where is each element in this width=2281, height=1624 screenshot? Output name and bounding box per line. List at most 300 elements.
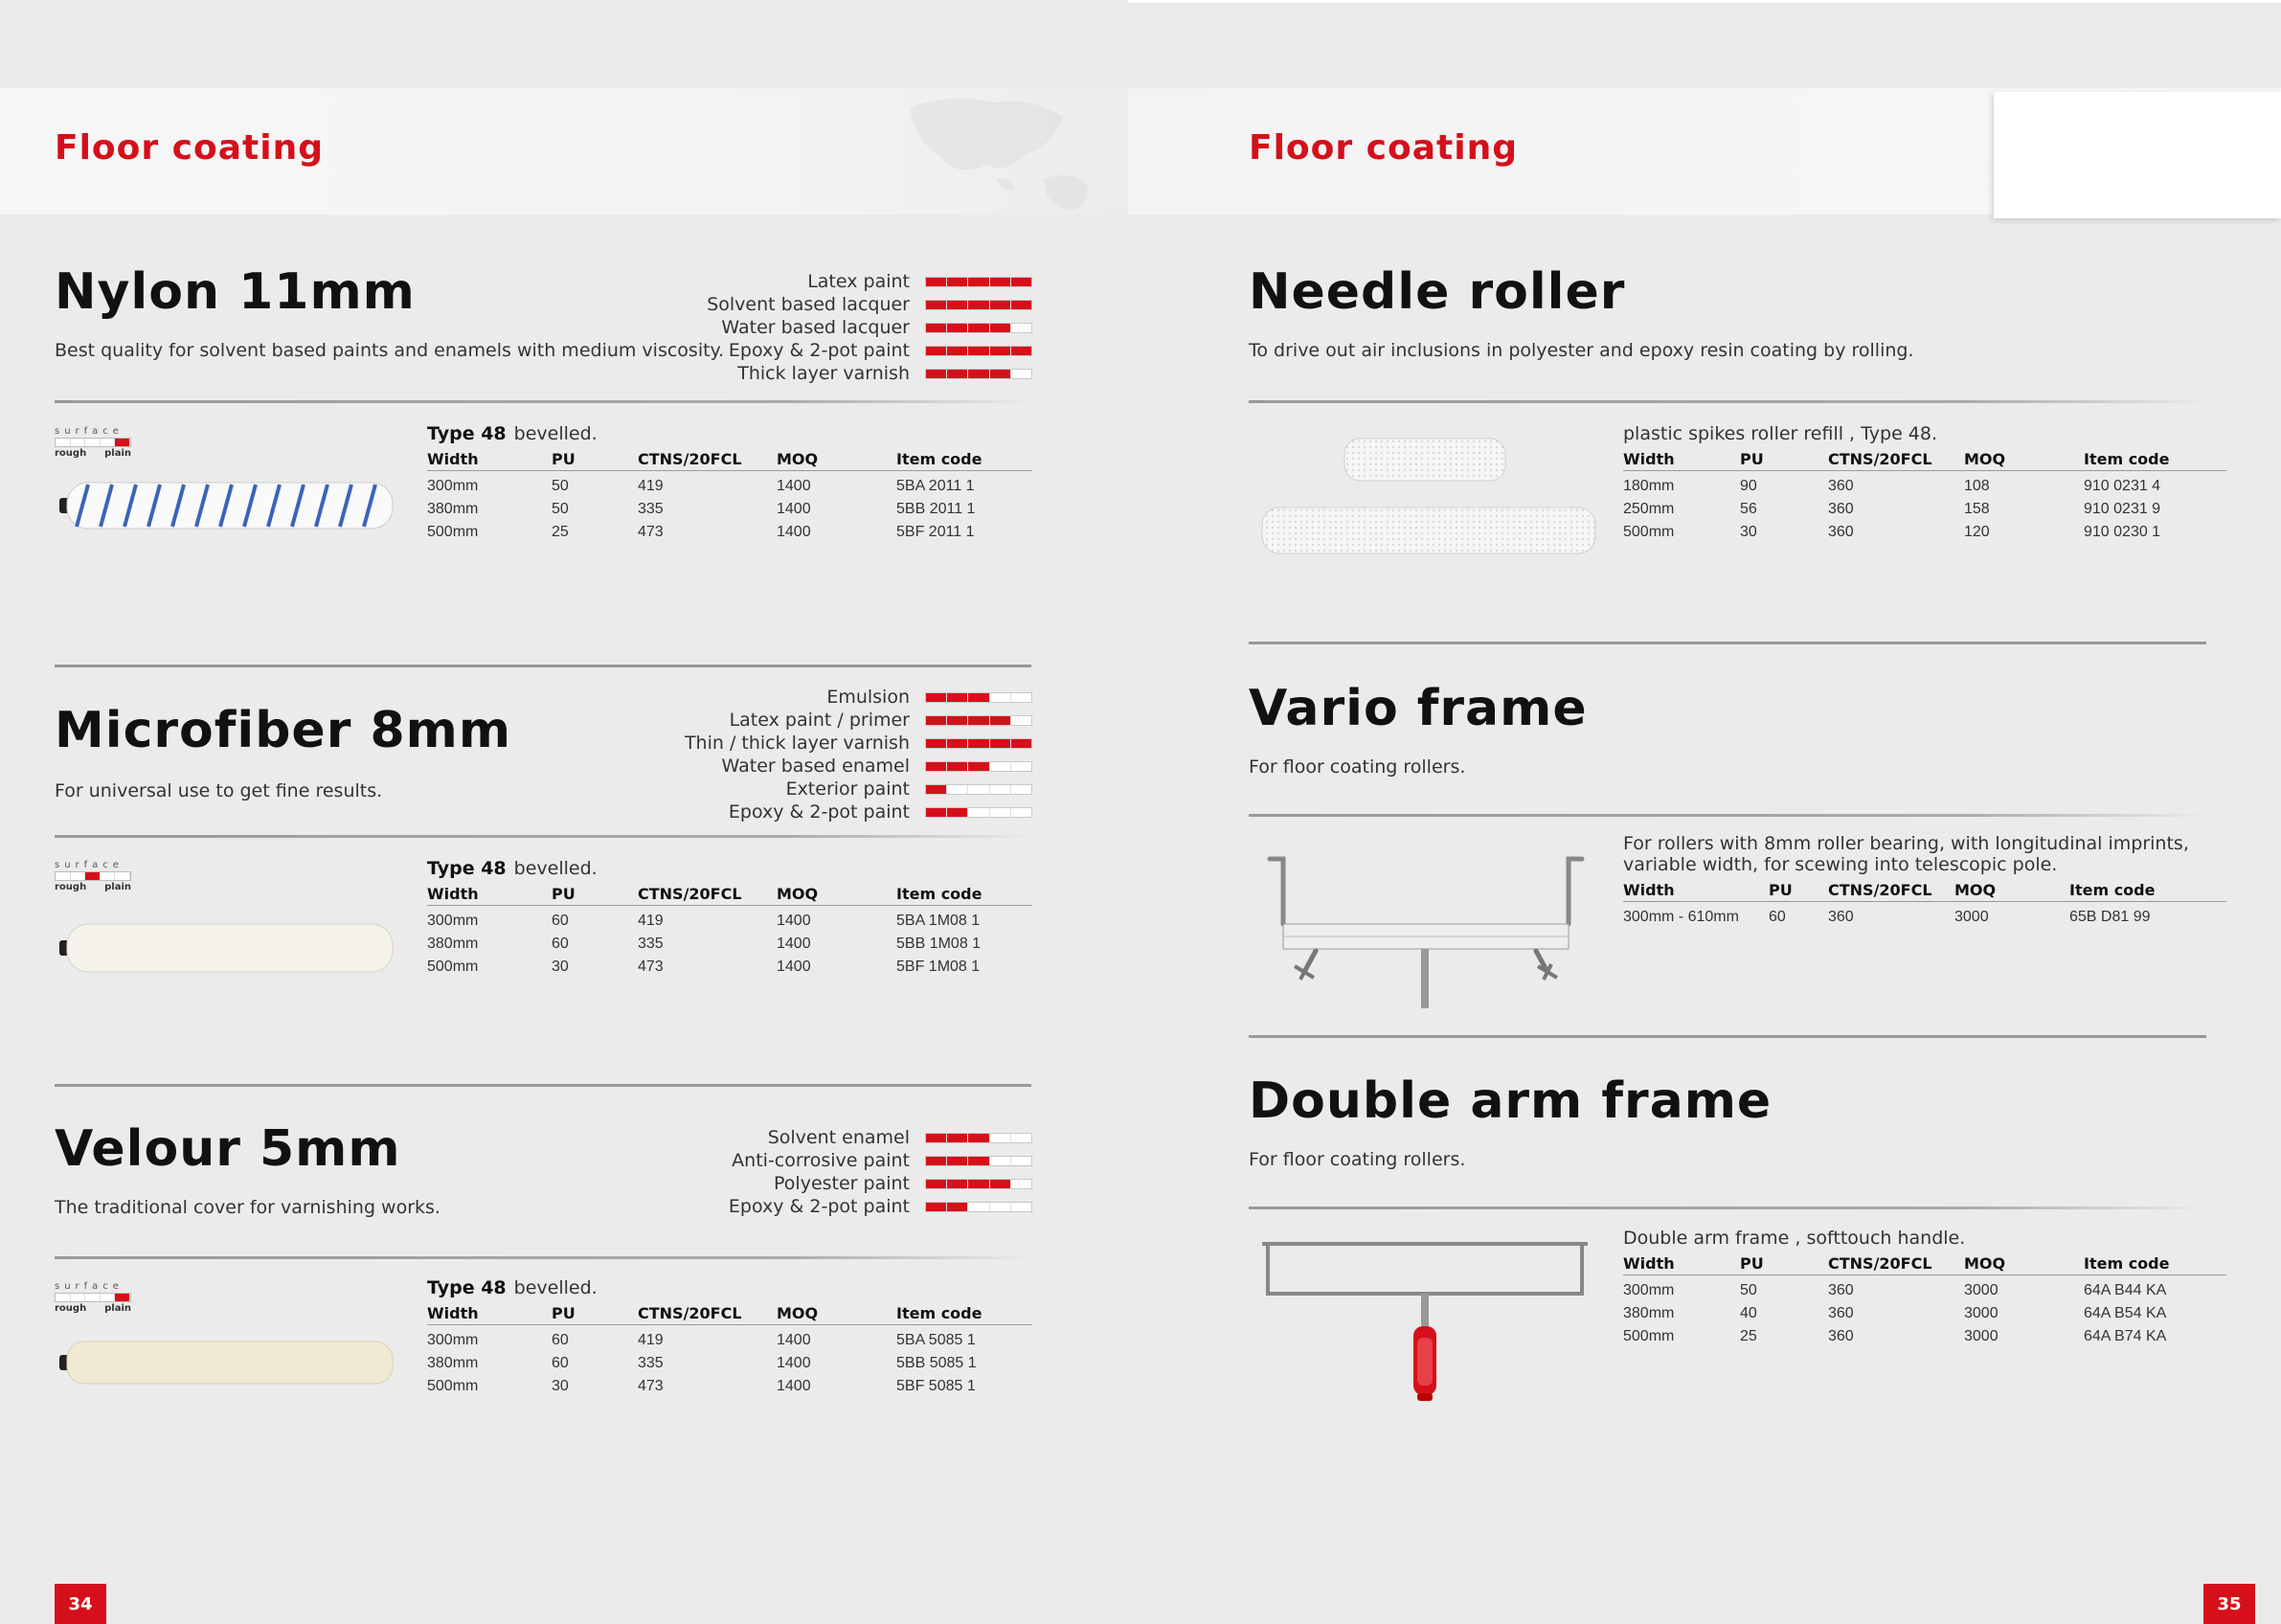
rating-segment (947, 1134, 968, 1142)
rating-segment (947, 347, 968, 355)
table-cell: 300mm - 610mm (1623, 909, 1739, 925)
rating-bar (925, 692, 1032, 703)
table-cell: 360 (1828, 501, 1854, 517)
rating-bar (925, 1133, 1032, 1143)
surface-indicator (55, 426, 131, 459)
rating-row (534, 316, 1032, 339)
table-row (1623, 521, 2226, 544)
rating-bar (925, 369, 1032, 379)
column-header: Item code (896, 450, 982, 468)
table-row (427, 475, 1032, 498)
type-note: bevelled. (513, 858, 598, 879)
top-strip (0, 0, 1128, 88)
product-title: Needle roller (1249, 263, 1626, 321)
top-strip (1128, 0, 2281, 88)
table-cell: 25 (552, 524, 569, 540)
table-cell: 5BA 1M08 1 (896, 913, 981, 929)
table-cell: 1400 (777, 1332, 811, 1348)
type-note: bevelled. (513, 1277, 598, 1298)
column-header: Width (1623, 1254, 1675, 1273)
white-tab (1994, 92, 2281, 218)
table-cell: 64A B44 KA (2084, 1282, 2167, 1298)
rating-label: Exterior paint (785, 778, 910, 800)
surface-segment (115, 872, 130, 880)
table-row (427, 956, 1032, 979)
product-table (1623, 833, 2226, 929)
product-description: For universal use to get fine results. (55, 780, 383, 801)
world-map-decoration (891, 88, 1101, 214)
table-cell: 90 (1740, 478, 1757, 494)
column-header: Item code (2069, 881, 2156, 899)
rating-segment (947, 278, 968, 286)
rating-segment (1011, 324, 1031, 332)
table-cell: 25 (1740, 1328, 1757, 1344)
table-header (1623, 1254, 2226, 1275)
divider (1249, 400, 2206, 403)
column-header: Item code (2084, 450, 2170, 468)
column-header: MOQ (777, 1304, 819, 1322)
suitability-ratings (534, 686, 1032, 823)
rating-segment (968, 808, 989, 817)
rating-row (534, 293, 1032, 316)
rating-segment (926, 278, 947, 286)
table-cell: 1400 (777, 913, 811, 929)
rating-bar (925, 323, 1032, 333)
rating-segment (990, 739, 1011, 748)
table-cell: 5BA 5085 1 (896, 1332, 976, 1348)
table-cell: 360 (1828, 1305, 1854, 1321)
column-header: PU (1740, 1254, 1764, 1273)
surface-ends (55, 1303, 131, 1314)
table-cell: 250mm (1623, 501, 1675, 517)
column-header: PU (1769, 881, 1793, 899)
rating-bar (925, 761, 1032, 772)
product-table (1623, 423, 2226, 544)
table-cell: 3000 (1964, 1282, 1999, 1298)
column-header: CTNS/20FCL (1828, 881, 1932, 899)
surface-segment (71, 439, 86, 446)
rating-bar (925, 715, 1032, 726)
column-header: PU (1740, 450, 1764, 468)
table-cell: 30 (552, 959, 569, 975)
table-cell: 910 0230 1 (2084, 524, 2161, 540)
table-caption: Double arm frame , softtouch handle. (1623, 1228, 1966, 1249)
table-cell: 419 (638, 913, 664, 929)
surface-segment (115, 1294, 130, 1301)
table-header (1623, 450, 2226, 471)
type-note: bevelled. (513, 423, 598, 444)
type-label: Type 48 (427, 858, 507, 879)
table-caption (427, 423, 1032, 444)
rating-row (534, 362, 1032, 385)
table-cell: 50 (1740, 1282, 1757, 1298)
table-cell: 360 (1828, 524, 1854, 540)
rating-segment (926, 716, 947, 725)
product-description: Best quality for solvent based paints and enamels with medium viscosity. (55, 340, 725, 361)
rating-segment (990, 785, 1011, 794)
rating-bar (925, 1179, 1032, 1189)
table-caption (427, 1277, 1032, 1298)
column-header: Item code (2084, 1254, 2170, 1273)
surface-bar (55, 871, 131, 881)
page-number: 34 (55, 1584, 106, 1624)
rating-segment (990, 1203, 1011, 1211)
table-cell: 65B D81 99 (2069, 909, 2151, 925)
table-row (1623, 1279, 2226, 1302)
rating-segment (968, 278, 989, 286)
rating-segment (990, 347, 1011, 355)
rating-segment (990, 693, 1011, 702)
table-cell: 380mm (1623, 1305, 1675, 1321)
rating-row (534, 1172, 1032, 1195)
divider (55, 1084, 1031, 1087)
rating-segment (968, 347, 989, 355)
rating-label: Latex paint / primer (729, 710, 910, 731)
rating-segment (968, 785, 989, 794)
rating-segment (990, 324, 1011, 332)
table-row (1623, 906, 2226, 929)
rating-segment (1011, 808, 1031, 817)
table-cell: 380mm (427, 501, 479, 517)
rating-segment (990, 1157, 1011, 1165)
table-cell: 3000 (1964, 1328, 1999, 1344)
table-row (1623, 1325, 2226, 1348)
table-header (1623, 881, 2226, 902)
surface-ends (55, 882, 131, 892)
table-cell: 300mm (427, 913, 479, 929)
type-label: Type 48 (427, 1277, 507, 1298)
rating-segment (926, 1203, 947, 1211)
table-row (427, 1352, 1032, 1375)
rating-segment (1011, 1203, 1031, 1211)
rating-segment (947, 716, 968, 725)
table-cell: 3000 (1964, 1305, 1999, 1321)
table-cell: 56 (1740, 501, 1757, 517)
rating-segment (1011, 1134, 1031, 1142)
surface-plain-label: plain (104, 1303, 131, 1314)
rating-segment (926, 324, 947, 332)
product-table (1623, 1228, 2226, 1348)
table-row (427, 910, 1032, 933)
table-cell: 60 (1769, 909, 1786, 925)
rating-segment (968, 1134, 989, 1142)
rating-segment (947, 1180, 968, 1188)
column-header: Item code (896, 885, 982, 903)
rating-bar (925, 1156, 1032, 1166)
rating-segment (990, 301, 1011, 309)
suitability-ratings (534, 270, 1032, 385)
column-header: Width (427, 1304, 479, 1322)
rating-label: Solvent enamel (767, 1127, 910, 1148)
table-cell: 60 (552, 1332, 569, 1348)
table-row (427, 521, 1032, 544)
suitability-ratings (534, 1126, 1032, 1218)
rating-row (534, 709, 1032, 732)
table-cell: 180mm (1623, 478, 1675, 494)
rating-segment (990, 370, 1011, 378)
table-cell: 5BB 5085 1 (896, 1355, 977, 1371)
table-cell: 50 (552, 501, 569, 517)
table-cell: 5BA 2011 1 (896, 478, 975, 494)
table-cell: 158 (1964, 501, 1990, 517)
table-caption: For rollers with 8mm roller bearing, with longitudinal imprints, variable width, for scewing into telescopic pole. (1623, 833, 2189, 875)
column-header: MOQ (1964, 1254, 2006, 1273)
rating-segment (947, 808, 968, 817)
needle-roller-image (1258, 433, 1599, 557)
surface-indicator (55, 860, 131, 892)
rating-segment (926, 739, 947, 748)
header-title: Floor coating (55, 128, 324, 168)
rating-segment (1011, 347, 1031, 355)
table-cell: 360 (1828, 478, 1854, 494)
rating-segment (990, 716, 1011, 725)
table-cell: 500mm (427, 959, 479, 975)
divider (55, 665, 1031, 667)
surface-rough-label: rough (55, 882, 87, 892)
rating-bar (925, 807, 1032, 818)
table-caption (427, 858, 1032, 879)
table-cell: 335 (638, 501, 664, 517)
table-cell: 473 (638, 524, 664, 540)
surface-segment (115, 439, 130, 446)
table-cell: 60 (552, 1355, 569, 1371)
surface-plain-label: plain (104, 448, 131, 459)
rating-segment (1011, 762, 1031, 771)
surface-segment (101, 439, 116, 446)
table-cell: 360 (1828, 1282, 1854, 1298)
product-description: The traditional cover for varnishing works. (55, 1197, 440, 1218)
rating-segment (1011, 739, 1031, 748)
surface-bar (55, 1293, 131, 1302)
rating-bar (925, 784, 1032, 795)
rating-segment (1011, 278, 1031, 286)
divider (55, 1256, 1031, 1259)
rating-bar (925, 738, 1032, 749)
surface-segment (56, 439, 71, 446)
table-cell: 64A B54 KA (2084, 1305, 2167, 1321)
table-cell: 30 (1740, 524, 1757, 540)
rating-row (534, 270, 1032, 293)
divider (55, 835, 1031, 838)
rating-row (534, 732, 1032, 755)
column-header: MOQ (777, 885, 819, 903)
table-header (427, 1304, 1032, 1325)
rating-segment (947, 1203, 968, 1211)
table-cell: 5BB 2011 1 (896, 501, 976, 517)
rating-row (534, 778, 1032, 801)
table-cell: 64A B74 KA (2084, 1328, 2167, 1344)
table-cell: 380mm (427, 936, 479, 952)
rating-segment (947, 1157, 968, 1165)
column-header: CTNS/20FCL (1828, 1254, 1932, 1273)
table-cell: 335 (638, 1355, 664, 1371)
column-header: CTNS/20FCL (638, 450, 742, 468)
column-header: CTNS/20FCL (638, 1304, 742, 1322)
table-cell: 910 0231 4 (2084, 478, 2161, 494)
table-cell: 1400 (777, 1355, 811, 1371)
product-description: For floor coating rollers. (1249, 756, 1466, 778)
table-cell: 500mm (1623, 524, 1675, 540)
table-cell: 500mm (427, 1378, 479, 1394)
column-header: PU (552, 1304, 576, 1322)
table-row (427, 498, 1032, 521)
surface-segment (71, 872, 86, 880)
rating-label: Epoxy & 2-pot paint (728, 1196, 910, 1217)
rating-bar (925, 300, 1032, 310)
microfiber-roller-image (59, 919, 396, 977)
table-cell: 419 (638, 1332, 664, 1348)
table-cell: 473 (638, 1378, 664, 1394)
product-title: Vario frame (1249, 680, 1588, 737)
table-row (427, 933, 1032, 956)
rating-segment (990, 278, 1011, 286)
table-cell: 120 (1964, 524, 1990, 540)
column-header: MOQ (777, 450, 819, 468)
rating-segment (926, 1157, 947, 1165)
rating-segment (947, 693, 968, 702)
table-cell: 1400 (777, 959, 811, 975)
rating-segment (1011, 785, 1031, 794)
rating-segment (926, 301, 947, 309)
rating-label: Emulsion (826, 687, 910, 708)
page-header (0, 88, 1128, 214)
velour-roller-image (59, 1339, 396, 1387)
rating-segment (1011, 716, 1031, 725)
surface-segment (56, 872, 71, 880)
surface-rough-label: rough (55, 448, 87, 459)
table-cell: 473 (638, 959, 664, 975)
rating-segment (968, 1180, 989, 1188)
divider (1249, 642, 2206, 644)
surface-segment (85, 439, 101, 446)
table-header (427, 885, 1032, 906)
table-row (427, 1329, 1032, 1352)
rating-bar (925, 1202, 1032, 1212)
rating-segment (926, 762, 947, 771)
table-cell: 5BF 1M08 1 (896, 959, 981, 975)
table-cell: 5BF 2011 1 (896, 524, 975, 540)
right-page (1128, 0, 2281, 1624)
rating-segment (947, 785, 968, 794)
rating-segment (926, 370, 947, 378)
divider (1249, 1035, 2206, 1038)
product-title: Double arm frame (1249, 1072, 1773, 1130)
product-title: Velour 5mm (55, 1120, 401, 1178)
column-header: Item code (896, 1304, 982, 1322)
table-cell: 1400 (777, 501, 811, 517)
column-header: Width (427, 450, 479, 468)
rating-row (534, 339, 1032, 362)
surface-ends (55, 448, 131, 459)
rating-bar (925, 277, 1032, 287)
divider (1249, 1207, 2206, 1209)
rating-segment (1011, 301, 1031, 309)
surface-bar (55, 438, 131, 447)
table-header (427, 450, 1032, 471)
rating-segment (926, 1134, 947, 1142)
rating-label: Solvent based lacquer (707, 294, 910, 315)
rating-segment (968, 324, 989, 332)
rating-segment (926, 347, 947, 355)
rating-row (534, 1149, 1032, 1172)
rating-bar (925, 346, 1032, 356)
surface-segment (101, 872, 116, 880)
column-header: MOQ (1954, 881, 1997, 899)
product-table (427, 423, 1032, 544)
rating-segment (926, 1180, 947, 1188)
column-header: MOQ (1964, 450, 2006, 468)
table-row (427, 1375, 1032, 1398)
rating-segment (990, 808, 1011, 817)
rating-label: Latex paint (807, 271, 910, 292)
divider (55, 400, 1031, 403)
rating-segment (947, 370, 968, 378)
rating-segment (926, 808, 947, 817)
column-header: PU (552, 885, 576, 903)
rating-segment (990, 1134, 1011, 1142)
surface-segment (85, 1294, 101, 1301)
rating-segment (990, 1180, 1011, 1188)
column-header: CTNS/20FCL (1828, 450, 1932, 468)
table-cell: 300mm (427, 1332, 479, 1348)
column-header: Width (1623, 450, 1675, 468)
rating-segment (947, 739, 968, 748)
rating-segment (1011, 1180, 1031, 1188)
product-table (427, 1277, 1032, 1398)
product-description: For floor coating rollers. (1249, 1149, 1466, 1170)
rating-segment (968, 716, 989, 725)
surface-label: surface (55, 426, 124, 437)
rating-segment (926, 785, 947, 794)
divider (1249, 814, 2206, 817)
rating-row (534, 1195, 1032, 1218)
table-cell: 1400 (777, 524, 811, 540)
surface-segment (101, 1294, 116, 1301)
rating-segment (947, 301, 968, 309)
product-title: Microfiber 8mm (55, 702, 511, 759)
table-cell: 5BF 5085 1 (896, 1378, 976, 1394)
table-cell: 360 (1828, 1328, 1854, 1344)
rating-segment (968, 739, 989, 748)
surface-plain-label: plain (104, 882, 131, 892)
surface-segment (85, 872, 101, 880)
table-cell: 500mm (1623, 1328, 1675, 1344)
rating-label: Epoxy & 2-pot paint (728, 340, 910, 361)
rating-segment (926, 693, 947, 702)
double-arm-frame-image (1258, 1230, 1593, 1408)
rating-segment (1011, 693, 1031, 702)
rating-label: Water based enamel (721, 756, 910, 777)
table-cell: 40 (1740, 1305, 1757, 1321)
surface-segment (71, 1294, 86, 1301)
table-cell: 419 (638, 478, 664, 494)
header-title: Floor coating (1249, 128, 1518, 168)
column-header: PU (552, 450, 576, 468)
rating-segment (968, 693, 989, 702)
surface-label: surface (55, 860, 124, 870)
product-title: Nylon 11mm (55, 263, 416, 321)
vario-frame-image (1258, 847, 1593, 1020)
table-cell: 300mm (1623, 1282, 1675, 1298)
surface-rough-label: rough (55, 1303, 87, 1314)
table-cell: 5BB 1M08 1 (896, 936, 982, 952)
table-caption: plastic spikes roller refill , Type 48. (1623, 423, 1938, 444)
rating-row (534, 755, 1032, 778)
type-label: Type 48 (427, 423, 507, 444)
table-cell: 360 (1828, 909, 1854, 925)
table-cell: 380mm (427, 1355, 479, 1371)
table-cell: 300mm (427, 478, 479, 494)
